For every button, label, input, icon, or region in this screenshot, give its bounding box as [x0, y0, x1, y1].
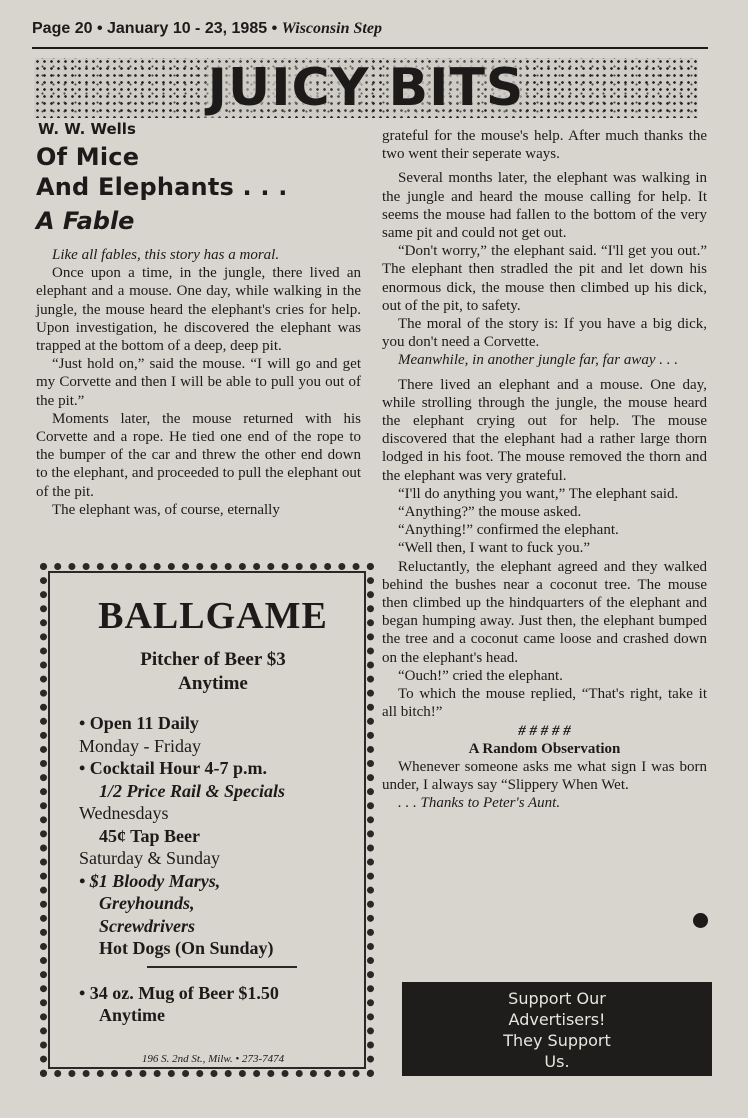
article-paragraph: “Ouch!” cried the elephant. — [398, 667, 563, 684]
article-paragraph: To which the mouse replied, “That's right, take it all bitch!” — [382, 686, 707, 721]
support-line: Support Our — [508, 989, 606, 1008]
article-paragraph: “Just hold on,” said the mouse. “I will go and get my Corvette and then I will be able to pull you out of the pit.” — [36, 356, 361, 409]
issue-date: January 10 - 23, 1985 — [107, 20, 268, 37]
support-line: They Support — [503, 1031, 611, 1050]
publication-name: Wisconsin Step — [281, 20, 382, 37]
end-mark-icon — [693, 913, 708, 928]
ad-title: BALLGAME — [98, 595, 328, 637]
article-paragraph: Once upon a time, in the jungle, there lived an elephant and a mouse. One day, while walking in the jungle, the mouse heard the elephant's cries for help. Upon investigation, he discovered the elephant was trapped at the bottom of a deep, deep pit. — [36, 265, 361, 355]
support-line: Us. — [544, 1052, 570, 1071]
ad-special-detail: Anytime — [99, 1005, 165, 1025]
article-subhead: A Fable — [36, 207, 135, 235]
ad-hours: • Open 11 Daily — [79, 713, 199, 733]
ad-special: • $1 Bloody Marys, — [79, 870, 221, 891]
ad-divider — [147, 966, 297, 968]
article-paragraph: Like all fables, this story has a moral. — [52, 247, 280, 263]
observation-title: A Random Observation — [468, 740, 621, 757]
support-line: Advertisers! — [508, 1010, 606, 1029]
support-advertisers-box — [402, 982, 712, 1076]
article-column-left — [36, 120, 361, 519]
page-number: Page 20 — [32, 20, 93, 37]
ad-special: • 34 oz. Mug of Beer $1.50 — [79, 982, 279, 1003]
article-column-right — [382, 127, 707, 813]
ad-special-detail: Greyhounds, — [99, 893, 195, 913]
article-paragraph: The elephant was, of course, eternally — [52, 501, 280, 518]
ad-days: Wednesdays — [79, 803, 169, 823]
article-headline-line2: And Elephants . . . — [36, 173, 288, 201]
ad-specials-list — [79, 712, 347, 1027]
ad-days: Saturday & Sunday — [79, 848, 220, 868]
article-paragraph: Meanwhile, in another jungle far, far away . . . — [398, 352, 678, 369]
ad-special-detail: Hot Dogs (On Sunday) — [99, 938, 274, 958]
ad-special-detail: 1/2 Price Rail & Specials — [99, 780, 285, 801]
article-paragraph: “Well then, I want to fuck you.” — [398, 540, 591, 557]
article-paragraph: “Don't worry,” the elephant said. “I'll get you out.” The elephant then stradled the pit and let down his enormous dick, the mouse then climbed up his dick, out of the pit, to safety. — [382, 243, 707, 314]
article-paragraph: “I'll do anything you want,” The elephant said. — [398, 485, 679, 502]
ad-special-detail: Screwdrivers — [99, 915, 195, 936]
section-banner-title: JUICY BITS — [207, 58, 525, 118]
article-paragraph: There lived an elephant and a mouse. One day, while strolling through the jungle, the mouse heard the elephant crying out for help. The mouse discovered that the elephant had a rather large thorn lodged in his foot. The mouse removed the thorn and the elephant was very grateful. — [382, 376, 707, 484]
article-headline-line1: Of Mice — [36, 143, 140, 171]
article-paragraph: “Anything?” the mouse asked. — [398, 504, 582, 521]
article-paragraph: Reluctantly, the elephant agreed and they walked behind the bushes near a coconut tree. The mouse then climbed up the hindquarters of the elephant and began humping away. Just then, the elephant bumped the tree and a coconut came loose and crashed down on the elephant's head. — [382, 558, 707, 666]
ad-promo-line: Pitcher of Beer $3 — [140, 649, 286, 670]
article-credit: . . . Thanks to Peter's Aunt. — [398, 795, 561, 812]
article-paragraph: Moments later, the mouse returned with his Corvette and a rope. He tied one end of the rope to the bumper of the car and threw the other end down to the elephant, and proceeded to pull the elephant out of the pit. — [36, 410, 361, 500]
section-banner — [34, 58, 698, 118]
article-paragraph: The moral of the story is: If you have a big dick, you don't need a Corvette. — [382, 316, 707, 351]
header-rule — [32, 47, 708, 49]
ad-special: • Cocktail Hour 4-7 p.m. — [79, 758, 267, 778]
article-paragraph: Several months later, the elephant was walking in the jungle and heard the mouse calling for help. It seems the mouse had fallen to the bottom of the very same pit and could not get out. — [382, 170, 707, 242]
header-separator: • — [271, 20, 278, 37]
ad-days: Monday - Friday — [79, 735, 201, 756]
page-header — [32, 20, 708, 46]
observation-text: Whenever someone asks me what sign I was born under, I always say “Slippery When Wet. — [382, 758, 707, 794]
article-byline: W. W. Wells — [38, 120, 136, 138]
ad-special-detail: 45¢ Tap Beer — [99, 825, 201, 846]
article-paragraph: “Anything!” confirmed the elephant. — [398, 522, 619, 539]
section-divider: # # # # # — [518, 722, 571, 739]
article-paragraph: grateful for the mouse's help. After much thanks the two went their seperate ways. — [382, 128, 707, 163]
ad-promo-line: Anytime — [178, 673, 248, 694]
ad-address: 196 S. 2nd St., Milw. • 273-7474 — [141, 1052, 285, 1065]
ballgame-advertisement — [40, 563, 374, 1077]
header-separator: • — [96, 20, 103, 37]
